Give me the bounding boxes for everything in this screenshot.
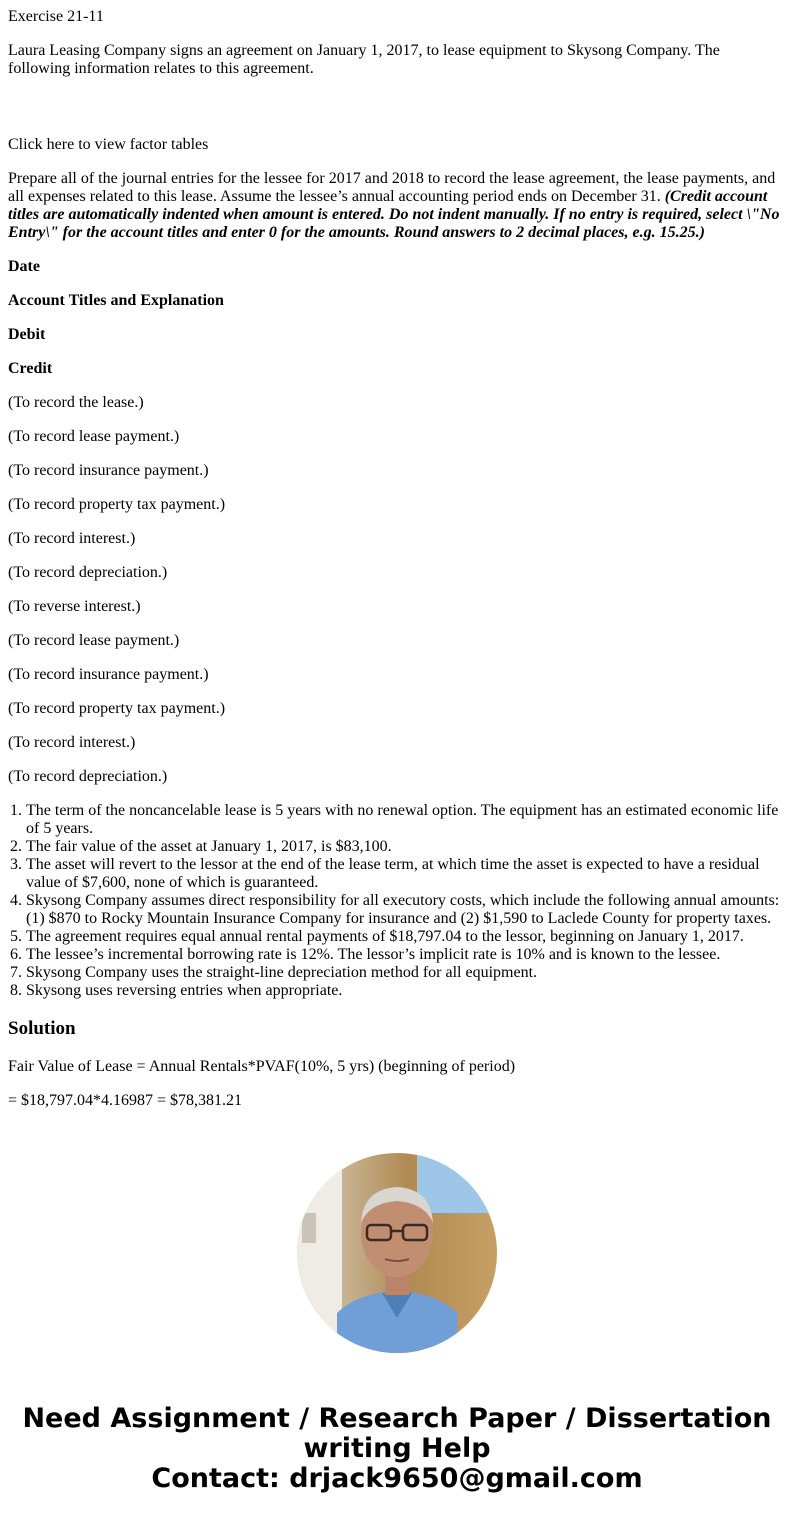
- banner-line: Need Assignment / Research Paper / Dissertation: [22, 1403, 772, 1434]
- fact-item: 3. The asset will revert to the lessor at the end of the lease term, at which time the asset is expected to have a residual value of $7,600, none of which is guaranteed.: [26, 856, 786, 892]
- entry-explanation: (To record lease payment.): [8, 632, 180, 649]
- fact-item: 7. Skysong Company uses the straight-line depreciation method for all equipment.: [26, 964, 786, 982]
- fact-item: 2. The fair value of the asset at January 1, 2017, is $83,100.: [26, 838, 786, 856]
- entry-explanation: (To record interest.): [8, 734, 136, 751]
- entry-explanation: (To record depreciation.): [8, 564, 168, 581]
- banner-contact: Contact: drjack9650@gmail.com: [151, 1463, 643, 1494]
- solution-line: = $18,797.04*4.16987 = $78,381.21: [8, 1092, 243, 1109]
- entry-explanation: (To record the lease.): [8, 394, 144, 411]
- spacer: [8, 94, 786, 120]
- fact-item: 6. The lessee’s incremental borrowing rate is 12%. The lessor’s implicit rate is 10% and is known to the lessee.: [26, 946, 786, 964]
- contact-banner: [0, 1404, 794, 1494]
- entry-explanation: (To reverse interest.): [8, 598, 141, 615]
- header-date: Date: [8, 258, 40, 275]
- document-body: [8, 0, 786, 1126]
- fact-item: 8. Skysong uses reversing entries when appropriate.: [26, 982, 786, 1000]
- fact-item: 5. The agreement requires equal annual rental payments of $18,797.04 to the lessor, beginning on January 1, 2017.: [26, 928, 786, 946]
- fact-item: 1. The term of the noncancelable lease is 5 years with no renewal option. The equipment has an estimated economic life of 5 years.: [26, 802, 786, 838]
- entry-explanation: (To record lease payment.): [8, 428, 180, 445]
- author-photo: [297, 1153, 497, 1353]
- entry-explanation: (To record insurance payment.): [8, 462, 209, 479]
- intro-paragraph: Laura Leasing Company signs an agreement on January 1, 2017, to lease equipment to Skysong Company. The following information relates to this agreement.: [8, 42, 720, 77]
- prompt-text: Prepare all of the journal entries for the lessee for 2017 and 2018 to record the lease agreement, the lease payments, and all expenses related to this lease. Assume the lessee’s annual accounting period ends on December 31.: [8, 170, 776, 205]
- solution-heading: Solution: [8, 1018, 76, 1039]
- entry-explanation: (To record property tax payment.): [8, 700, 226, 717]
- header-credit: Credit: [8, 360, 53, 377]
- exercise-title: Exercise 21-11: [8, 8, 104, 25]
- entry-explanation: (To record insurance payment.): [8, 666, 209, 683]
- portrait-image: [297, 1153, 497, 1353]
- entry-explanation: (To record property tax payment.): [8, 496, 226, 513]
- header-account: Account Titles and Explanation: [8, 292, 224, 309]
- banner-line: writing Help: [303, 1433, 491, 1464]
- entry-explanation: (To record depreciation.): [8, 768, 168, 785]
- entry-explanation: (To record interest.): [8, 530, 136, 547]
- facts-list: [8, 802, 786, 1000]
- prompt-paragraph: [8, 170, 786, 242]
- header-debit: Debit: [8, 326, 46, 343]
- fact-item: 4. Skysong Company assumes direct responsibility for all executory costs, which include the following annual amounts: (1) $870 to Rocky Mountain Insurance Company for insurance and (2) $1,590 to Laclede County for property taxes.: [26, 892, 786, 928]
- prompt-instructions: (Credit account titles are automatically indented when amount is entered. Do not indent manually. If no entry is required, select \"No Entry\" for the account titles and enter 0 for the amounts. Round answers to 2 decimal places, e.g. 15.25.): [8, 188, 780, 241]
- solution-line: Fair Value of Lease = Annual Rentals*PVAF(10%, 5 yrs) (beginning of period): [8, 1058, 516, 1075]
- factor-tables-link[interactable]: Click here to view factor tables: [8, 136, 209, 153]
